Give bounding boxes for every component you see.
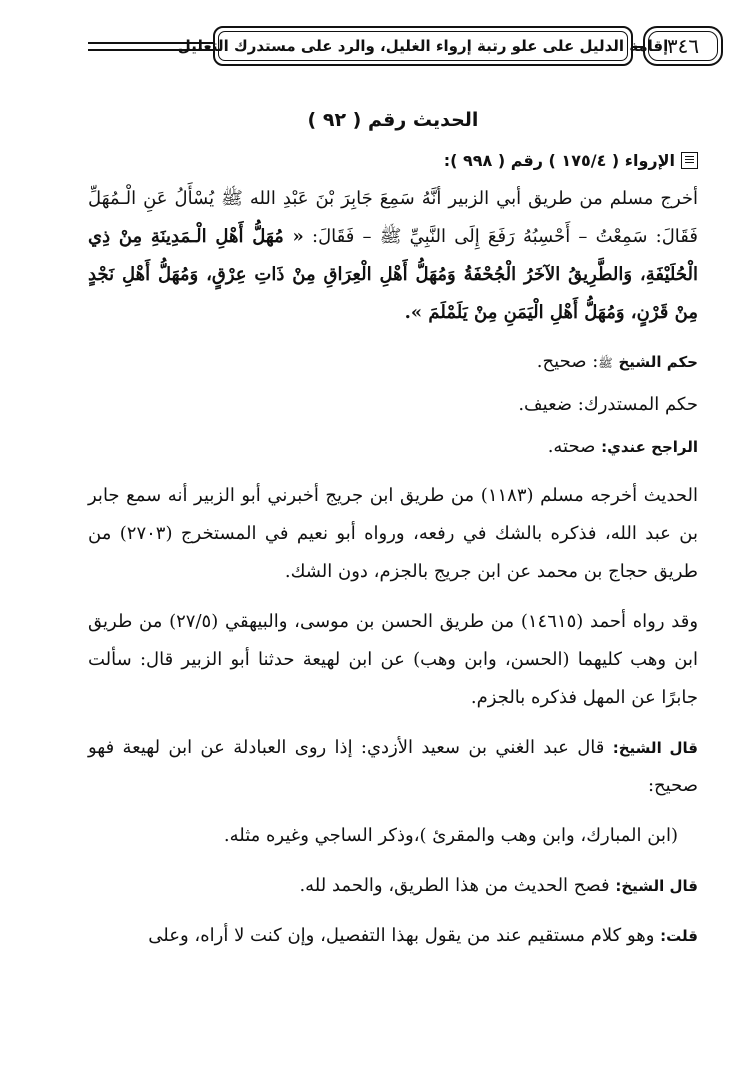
header-connector bbox=[633, 46, 643, 48]
mustadrik-ruling: حكم المستدرك: ضعيف. bbox=[518, 394, 698, 415]
sheikh-said-1-text: قال عبد الغني بن سعيد الأزدي: إذا روى العبادلة عن ابن لهيعة فهو صحيح: bbox=[88, 737, 698, 796]
book-icon bbox=[681, 152, 698, 169]
irwa-reference bbox=[88, 151, 698, 170]
page-number: ٣٤٦ bbox=[666, 34, 700, 58]
rajih-label: الراجح عندي: bbox=[601, 438, 698, 456]
hadith-heading: الحديث رقم ( ٩٢ ) bbox=[307, 109, 479, 131]
honorific-glyph: ﷺ bbox=[598, 356, 613, 370]
rajih-value: صحته. bbox=[547, 436, 602, 457]
hadith-quote: « مُهَلُّ أَهْلِ الْـمَدِينَةِ مِنْ ذِي الْحُلَيْفَةِ، وَالطَّرِيقُ الآخَرُ الْجُحْفَةُ وَمُهَلُّ أَهْلِ الْعِرَاقِ مِنْ ذَاتِ عِرْقٍ، وَمُهَلُّ أَهْلِ نَجْدٍ مِنْ قَرْنٍ، وَمُهَلُّ أَهْلِ الْيَمَنِ مِنْ يَلَمْلَمَ ». bbox=[88, 226, 698, 323]
paragraph-2: وقد رواه أحمد (١٤٦١٥) من طريق الحسن بن موسى، والبيهقي (٢٧/٥) من طريق ابن وهب كليهما (الحسن، وابن وهب) عن ابن لهيعة حدثنا أبو الزبير قال: سألت جابرًا عن المهل فذكره بالجزم. bbox=[88, 611, 699, 708]
abadila-list: (ابن المبارك، وابن وهب والمقرئ )،وذكر الساجي وغيره مثله. bbox=[223, 825, 678, 846]
sheikh-ruling bbox=[88, 344, 698, 381]
qultu-paragraph bbox=[88, 917, 698, 955]
sheikh-said-1-label: قال الشيخ: bbox=[612, 739, 698, 757]
page-body bbox=[88, 95, 698, 955]
page-header bbox=[0, 18, 745, 78]
hadith-text bbox=[88, 180, 698, 332]
sheikh-ruling-label: حكم الشيخ bbox=[618, 353, 698, 371]
hadith-intro: أخرج مسلم من طريق أبي الزبير أنَّهُ سَمِعَ جَابِرَ بْنَ عَبْدِ الله ﷺ يُسْأَلُ عَنِ الْـمُهَلِّ فَقَالَ: سَمِعْتُ – أَحْسِبُهُ رَفَعَ إِلَى النَّبِيِّ ﷺ – فَقَالَ: bbox=[88, 188, 698, 247]
irwa-reference-text: الإرواء ( ١٧٥/٤ ) رقم ( ٩٩٨ ): bbox=[443, 151, 675, 170]
qultu-label: قلت: bbox=[660, 927, 698, 945]
sheikh-ruling-value: : صحيح. bbox=[536, 351, 599, 372]
rajih-ruling bbox=[88, 429, 698, 465]
page-number-frame bbox=[643, 26, 723, 66]
qultu-text: وهو كلام مستقيم عند من يقول بهذا التفصيل، وإن كنت لا أراه، وعلى bbox=[148, 925, 661, 946]
sheikh-said-2 bbox=[88, 867, 698, 905]
sheikh-said-2-label: قال الشيخ: bbox=[615, 877, 698, 895]
sheikh-said-1 bbox=[88, 729, 698, 805]
paragraph-1: الحديث أخرجه مسلم (١١٨٣) من طريق ابن جريج أخبرني أبو الزبير أنه سمع جابر بن عبد الله، فذكره بالشك في رفعه، ورواه أبو نعيم في المستخرج (٢٧٠٣) من طريق حجاج بن محمد عن ابن جريج بالجزم، دون الشك. bbox=[88, 485, 698, 582]
sheikh-said-2-text: فصح الحديث من هذا الطريق، والحمد لله. bbox=[299, 875, 616, 896]
running-title-frame bbox=[177, 26, 669, 66]
running-title: إقامة الدليل على علو رتبة إرواء الغليل، والرد على مستدرك التعليل bbox=[177, 37, 669, 55]
